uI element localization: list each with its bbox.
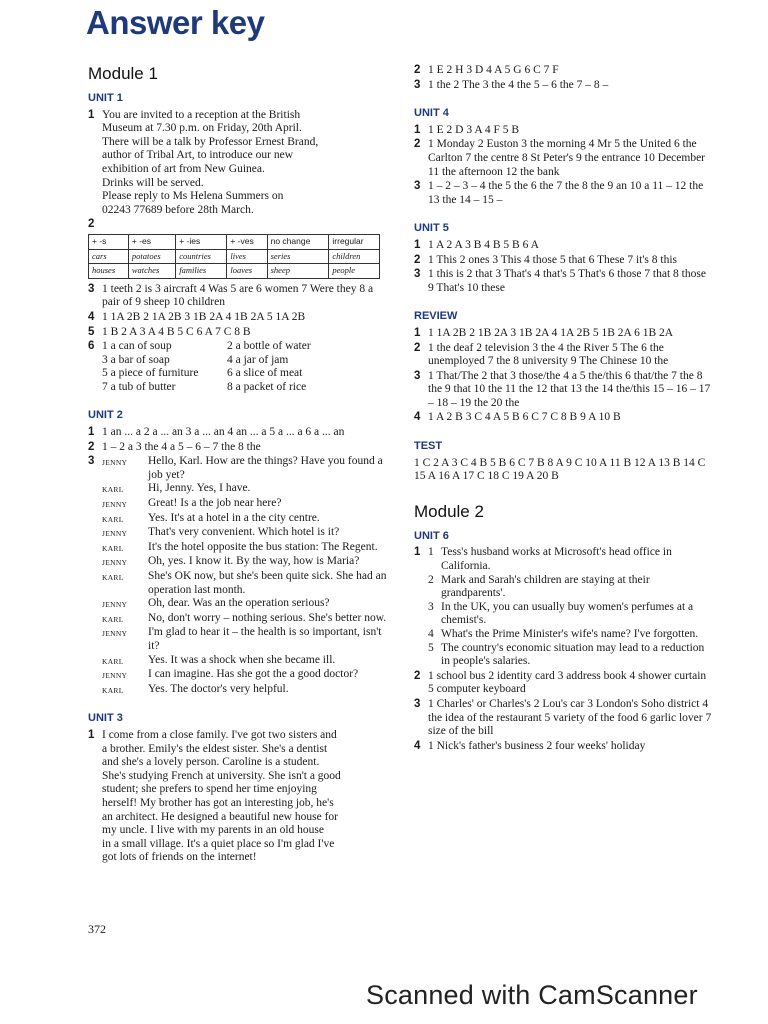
dialogue-text: Oh, dear. Was an the operation serious? [148,597,330,610]
table-header: + -ies [176,234,227,249]
u6-exercise-3 [414,698,714,739]
answer-text: 1 an ... a 2 a ... an 3 a ... an 4 an ... a 5 a ... a 6 a ... an [102,426,345,439]
speaker-name: KARL [102,656,124,666]
answer-text: 1 teeth 2 is 3 aircraft 4 Was 5 are 6 women 7 Were they 8 a pair of 9 sheep 10 children [102,282,374,309]
answer-text: 1 E 2 D 3 A 4 F 5 B [428,123,520,136]
exercise-number: 3 [88,282,95,295]
list-item: 1 a can of soup [102,340,172,353]
answer-text: 1 A 2 B 3 C 4 A 5 B 6 C 7 C 8 B 9 A 10 B [428,411,621,424]
table-cell: series [267,249,329,264]
item-number: 5 [428,641,434,654]
exercise-number: 3 [414,78,421,91]
speaker-name: KARL [102,543,124,553]
dialogue-text: She's OK now, but she's been quite sick. She had an operation last month. [148,570,387,596]
dialogue-text: Hi, Jenny. Yes, I have. [148,482,251,495]
dialogue-line [102,555,388,570]
paragraph-line: an architect. He designed a beautiful new house for [102,810,338,823]
u6-exercise-4 [414,740,714,754]
answer-text: 1 the deaf 2 television 3 the 4 the River 5 The 6 the unemployed 7 the 8 university 9 The Chinese 10 the [428,341,669,368]
invite-line: There will be a talk by Professor Ernest Brand, [102,135,319,148]
exercise-number: 3 [414,268,421,281]
exercise-number: 3 [414,697,421,710]
answer-text: 1 B 2 A 3 A 4 B 5 C 6 A 7 C 8 B [102,325,251,338]
dialogue-text: I can imagine. Has she got the a good doctor? [148,668,359,681]
paragraph-line: She's studying French at university. She isn't a good [102,769,341,782]
invite-line: exhibition of art from New Guinea. [102,162,265,175]
invite-line: Drinks will be served. [102,176,204,189]
review-heading: REVIEW [414,310,458,323]
u1-exercise-3 [88,283,388,310]
list-item: 5 a piece of furniture [102,367,199,380]
dialogue-text: I'm glad to hear it – the health is so important, isn't it? [148,626,382,652]
exercise-number: 1 [414,238,421,251]
list-item [428,546,714,573]
u3-exercise-3 [414,79,714,93]
table-cell: watches [128,264,175,279]
answer-text: 1 Monday 2 Euston 3 the morning 4 Mr 5 the United 6 the Carlton 7 the centre 8 St Peter's 9 the entrance 10 December 11 the afternoon 12 the bank [428,138,706,178]
u2-exercise-1 [88,426,388,440]
module-2-heading: Module 2 [414,501,484,521]
dialogue-line [102,597,388,612]
item-number: 2 [428,573,434,586]
review-exercise-3 [414,370,714,411]
invite-line: Please reply to Ms Helena Summers on [102,190,284,203]
u3-exercise-1 [88,729,388,865]
u4-exercise-1 [414,124,714,138]
exercise-number: 3 [414,369,421,382]
item-number: 3 [428,600,434,613]
item-text: Tess's husband works at Microsoft's head office in California. [441,546,672,573]
exercise-number: 4 [414,411,421,424]
dialogue-text: Yes. The doctor's very helpful. [148,682,289,695]
dialogue-line [102,626,388,653]
spelling-table [88,234,380,279]
speaker-name: JENNY [102,600,128,610]
table-cell: families [176,264,227,279]
invite-line: You are invited to a reception at the British [102,108,301,121]
exercise-number: 2 [414,669,421,682]
table-header: irregular [329,234,380,249]
table-cell: sheep [267,264,329,279]
right-column [414,64,714,754]
paragraph-line: student; she prefers to spend her time enjoying [102,783,317,796]
u4-exercise-3 [414,180,714,207]
dialogue-text: Hello, Karl. How are the things? Have you found a job yet? [148,455,383,481]
exercise-number: 1 [414,546,421,559]
table-cell: potatoes [128,249,175,264]
review-exercise-4 [414,411,714,425]
list-item [428,642,714,669]
dialogue-line [102,683,388,698]
dialogue-line [102,668,388,683]
exercise-number: 6 [88,340,95,353]
dialogue-text: No, don't worry – nothing serious. She's better now. [148,611,387,624]
speaker-name: JENNY [102,558,128,568]
list-item: 7 a tub of butter [102,380,176,393]
exercise-number: 1 [88,426,95,439]
exercise-number: 2 [414,64,421,76]
table-header: + -es [128,234,175,249]
item-number: 1 [428,546,434,559]
unit-5-heading: UNIT 5 [414,222,449,235]
exercise-number: 1 [88,108,95,121]
paragraph-line: my uncle. I live with my parents in an old house [102,824,324,837]
table-cell: houses [89,264,129,279]
answer-text: 1 Charles' or Charles's 2 Lou's car 3 London's Soho district 4 the idea of the restaurant 5 variety of the food 6 garlic lover 7 size of the bill [428,697,712,738]
table-header: + -ves [227,234,267,249]
unit-1-heading: UNIT 1 [88,92,123,104]
invite-line: 02243 77689 before 28th March. [102,203,254,216]
dialogue-text: Great! Is a the job near here? [148,497,282,510]
list-item [428,574,714,601]
dialogue-line [102,497,388,512]
u1-exercise-6 [88,340,388,394]
item-text: The country's economic situation may lead to a reduction in people's salaries. [441,641,705,668]
u4-exercise-2 [414,138,714,179]
dialogue-line [102,541,388,556]
answer-text: 1 1A 2B 2 1B 2A 3 1B 2A 4 1A 2B 5 1B 2A 6 1B 2A [428,326,674,339]
answer-text: 1 A 2 A 3 B 4 B 5 B 6 A [428,238,539,251]
item-text: Mark and Sarah's children are staying at their grandparents'. [441,573,650,600]
dialogue-text: Oh, yes. I know it. By the way, how is Maria? [148,555,360,568]
left-column [88,64,388,866]
answer-text: 1 school bus 2 identity card 3 address book 4 shower curtain 5 computer keyboard [428,669,707,696]
answer-text: 1 That/The 2 that 3 those/the 4 a 5 the/this 6 that/the 7 the 8 the 9 that 10 the 11 the 12 that 13 the 14 the/this 15 – 16 – 17 – 18 – 19 the 20 the [428,369,711,409]
list-item: 8 a packet of rice [227,380,307,393]
speaker-name: JENNY [102,671,128,681]
paragraph-line: a brother. Emily's the eldest sister. She's a dentist [102,742,328,755]
table-cell: cars [89,249,129,264]
u1-exercise-4 [88,311,388,325]
review-exercise-1 [414,327,714,341]
exercise-number: 2 [88,440,95,453]
list-item: 3 a bar of soap [102,353,170,366]
item-number: 4 [428,628,434,640]
item-text: In the UK, you can usually buy women's perfumes at a chemist's. [441,600,694,627]
test-heading: TEST [414,440,443,453]
dialogue-line [102,612,388,627]
paragraph-line: I come from a close family. I've got two sisters and [102,728,337,741]
speaker-name: JENNY [102,458,128,468]
page-title: Answer key [86,4,265,41]
dialogue-line [102,482,388,497]
invite-line: Museum at 7.30 p.m. on Friday, 20th April. [102,122,302,135]
table-cell: loaves [227,264,267,279]
answer-text: 1 Nick's father's business 2 four weeks' holiday [428,739,646,752]
answer-text: 1 C 2 A 3 C 4 B 5 B 6 C 7 B 8 A 9 C 10 A 11 B 12 A 13 B 14 C 15 A 16 A 17 C 18 C 19 A 20 B [414,456,706,483]
list-item [428,601,714,628]
exercise-number: 2 [414,253,421,266]
dialogue-line [102,512,388,527]
u3-exercise-2 [414,64,714,78]
speaker-name: KARL [102,485,124,495]
speaker-name: JENNY [102,500,128,510]
review-exercise-2 [414,342,714,369]
u1-exercise-5 [88,326,388,340]
exercise-number: 2 [414,341,421,354]
dialogue-line [102,654,388,669]
list-item [428,628,714,642]
table-cell: countries [176,249,227,264]
exercise-number: 3 [414,180,421,193]
speaker-name: JENNY [102,629,128,639]
speaker-name: KARL [102,614,124,624]
exercise-number: 2 [414,138,421,151]
answer-text: 1 This 2 ones 3 This 4 those 5 that 6 These 7 it's 8 this [428,253,678,266]
u5-exercise-1 [414,239,714,253]
u1-exercise-2 [88,218,388,278]
dialogue [102,455,388,697]
dialogue-text: It's the hotel opposite the bus station: The Regent. [148,540,378,553]
list-item: 2 a bottle of water [227,340,311,353]
speaker-name: KARL [102,514,124,524]
unit-2-heading: UNIT 2 [88,409,123,422]
u5-exercise-3 [414,268,714,295]
item-text: What's the Prime Minister's wife's name? I've forgotten. [441,628,699,640]
answer-text: 1 E 2 H 3 D 4 A 5 G 6 C 7 F [428,64,559,76]
table-header: + -s [89,234,129,249]
answer-text: 1 – 2 a 3 the 4 a 5 – 6 – 7 the 8 the [102,440,261,453]
u2-exercise-3 [88,455,388,697]
u6-exercise-2 [414,670,714,697]
u6-exercise-1 [414,546,714,668]
list-item: 6 a slice of meat [227,367,303,380]
u2-exercise-2 [88,441,388,455]
module-1-heading: Module 1 [88,64,158,83]
test-answers [414,457,714,484]
unit-6-heading: UNIT 6 [414,529,449,542]
list-item: 4 a jar of jam [227,353,289,366]
paragraph-line: in a small village. It's a quiet place so I'm glad I've [102,837,335,850]
unit-3-heading: UNIT 3 [88,712,123,725]
exercise-number: 1 [414,123,421,136]
table-cell: lives [227,249,267,264]
answer-text: 1 1A 2B 2 1A 2B 3 1B 2A 4 1B 2A 5 1A 2B [102,310,306,323]
unit-4-heading: UNIT 4 [414,107,449,120]
exercise-number: 2 [88,218,95,231]
dialogue-line [102,526,388,541]
paragraph-line: and she's a lovely person. Caroline is a student. [102,756,320,769]
paragraph-line: herself! My brother has got an interesting job, he's [102,796,334,809]
table-cell: children [329,249,380,264]
exercise-number: 4 [414,739,421,752]
exercise-number: 3 [88,455,95,468]
phrase-grid [102,340,388,394]
page-number: 372 [88,922,106,936]
exercise-number: 4 [88,310,95,323]
dialogue-line [102,570,388,597]
speaker-name: JENNY [102,529,128,539]
dialogue-line [102,455,388,482]
speaker-name: KARL [102,685,124,695]
scanner-watermark: Scanned with CamScanner [366,980,698,1010]
answer-text: 1 the 2 The 3 the 4 the 5 – 6 the 7 – 8 – [428,78,609,91]
u5-exercise-2 [414,254,714,268]
paragraph-line: got lots of friends on the internet! [102,851,257,864]
invite-line: author of Tribal Art, to introduce our new [102,149,294,162]
table-header: no change [267,234,329,249]
dialogue-text: Yes. It was a shock when she became ill. [148,653,336,666]
table-cell: people [329,264,380,279]
dialogue-text: Yes. It's at a hotel in a the city centre. [148,511,320,524]
exercise-number: 1 [414,326,421,339]
answer-text: 1 – 2 – 3 – 4 the 5 the 6 the 7 the 8 the 9 an 10 a 11 – 12 the 13 the 14 – 15 – [428,180,704,206]
exercise-number: 1 [88,728,95,741]
speaker-name: KARL [102,573,124,582]
exercise-number: 5 [88,325,95,338]
u1-exercise-1 [88,109,388,218]
dialogue-text: That's very convenient. Which hotel is it? [148,526,340,539]
answer-text: 1 this is 2 that 3 That's 4 that's 5 That's 6 those 7 that 8 those 9 That's 10 these [428,268,706,294]
